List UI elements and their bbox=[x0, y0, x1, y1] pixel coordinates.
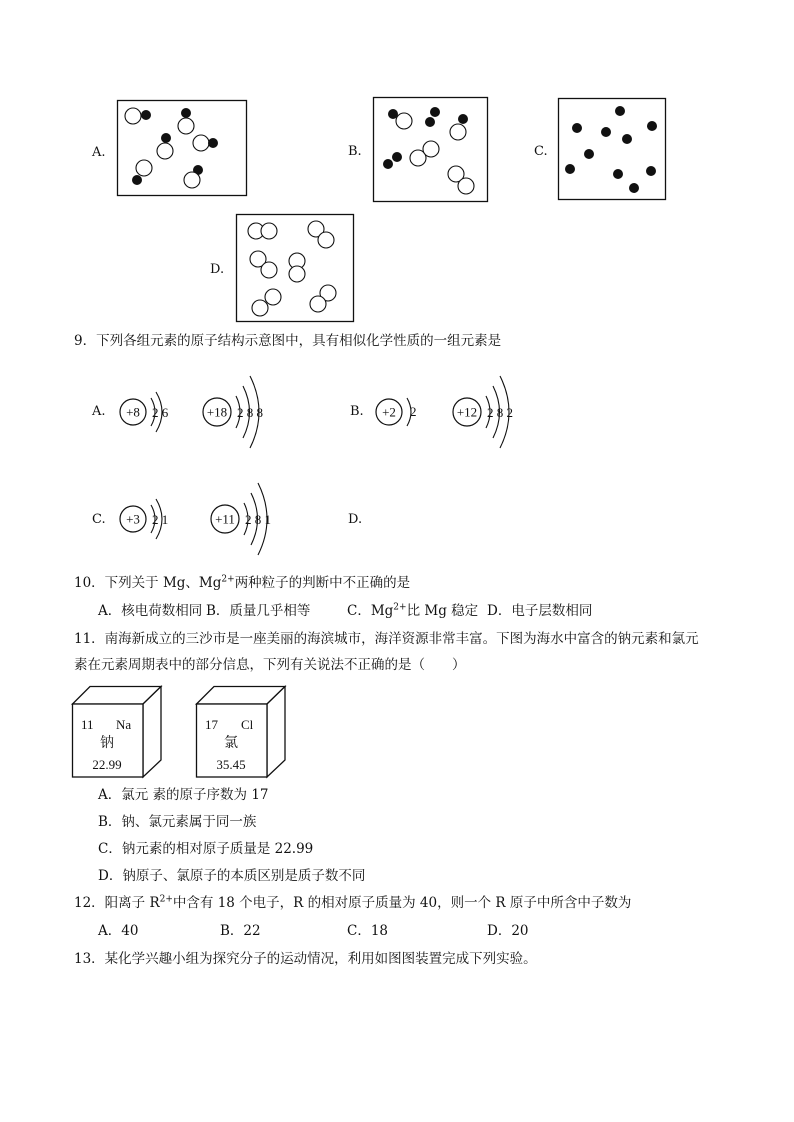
q8-option-a-label: A. bbox=[92, 145, 106, 160]
atom-white bbox=[125, 108, 141, 124]
atom-black bbox=[584, 149, 594, 159]
atom-black bbox=[425, 117, 435, 127]
q9-option-b-atom-2 bbox=[450, 370, 530, 460]
q8-option-c-diagram bbox=[558, 98, 666, 200]
electron-config: 2 bbox=[410, 404, 417, 419]
q9-option-a-label: A. bbox=[92, 404, 106, 419]
atom-white bbox=[289, 266, 305, 282]
q9-option-b-label: B. bbox=[350, 404, 364, 419]
atom-black bbox=[383, 159, 393, 169]
atom-black bbox=[181, 108, 191, 118]
q11-stem-line1: 11．南海新成立的三沙市是一座美丽的海滨城市，海洋资源非常丰富。下图为海水中富含的钠元素和氯元 bbox=[74, 631, 699, 647]
electron-config: 2 8 2 bbox=[487, 405, 513, 420]
q11-element-card-cl bbox=[196, 686, 286, 778]
atom-black bbox=[161, 133, 171, 143]
atom-white bbox=[423, 141, 439, 157]
q9-option-c-label: C. bbox=[92, 512, 106, 527]
element-symbol: Cl bbox=[241, 717, 254, 732]
nucleus-charge: +8 bbox=[126, 404, 140, 420]
nucleus-charge: +12 bbox=[456, 404, 478, 420]
atom-white bbox=[396, 113, 412, 129]
electron-config: 2 1 bbox=[152, 512, 169, 527]
q12-option-c: C．18 bbox=[347, 923, 389, 939]
q11-stem-line2: 素在元素周期表中的部分信息，下列有关说法不正确的是（ ） bbox=[74, 657, 466, 673]
atom-black bbox=[572, 123, 582, 133]
q8-option-c-label: C. bbox=[534, 144, 548, 159]
q9-stem: 9．下列各组元素的原子结构示意图中，具有相似化学性质的一组元素是 bbox=[74, 333, 502, 349]
q11-option-c: C．钠元素的相对原子质量是 22.99 bbox=[98, 841, 314, 857]
element-name: 钠 bbox=[100, 736, 114, 751]
atom-white bbox=[184, 172, 200, 188]
q9-option-c-atom-2 bbox=[208, 477, 288, 567]
nucleus-charge: +11 bbox=[215, 511, 235, 527]
atom-white bbox=[450, 124, 466, 140]
q11-option-a: A．氯元 素的原子序数为 17 bbox=[98, 787, 269, 803]
atom-white bbox=[318, 232, 334, 248]
atomic-mass: 35.45 bbox=[216, 757, 246, 772]
atom-black bbox=[615, 106, 625, 116]
q11-option-d: D．钠原子、氯原子的本质区别是质子数不同 bbox=[98, 868, 366, 884]
q8-option-d-label: D. bbox=[210, 262, 225, 277]
q11-element-card-na bbox=[72, 686, 162, 778]
atom-black bbox=[647, 121, 657, 131]
q10-option-a: A．核电荷数相同 bbox=[98, 603, 203, 619]
q12-option-a: A．40 bbox=[98, 923, 139, 939]
atom-white bbox=[157, 143, 173, 159]
q9-option-d-label: D. bbox=[348, 512, 363, 527]
q9-option-b-atom-1 bbox=[374, 390, 434, 435]
electron-config: 2 8 8 bbox=[237, 405, 263, 420]
q10-option-c: C．$Mg^{2+}$比 Mg 稳定 bbox=[347, 602, 479, 619]
q12-option-b: B．22 bbox=[220, 923, 261, 939]
element-symbol: Na bbox=[116, 717, 132, 732]
atom-black bbox=[208, 138, 218, 148]
q10-stem: 10．下列关于 Mg、$Mg^{2+}$两种粒子的判断中不正确的是 bbox=[74, 574, 411, 591]
atom-black bbox=[613, 169, 623, 179]
q10-option-b: B．质量几乎相等 bbox=[206, 603, 311, 619]
q8-option-b-diagram bbox=[373, 97, 488, 202]
nucleus-charge: +18 bbox=[206, 404, 228, 420]
q12-option-d: D．20 bbox=[487, 923, 529, 939]
atom-black bbox=[622, 134, 632, 144]
electron-config: 2 8 1 bbox=[245, 512, 271, 527]
nucleus-charge: +3 bbox=[126, 511, 140, 527]
q10-option-d: D．电子层数相同 bbox=[487, 603, 593, 619]
q9-option-a-atom-2 bbox=[200, 370, 280, 460]
element-name: 氯 bbox=[224, 736, 238, 751]
q9-option-c-atom-1 bbox=[118, 494, 188, 544]
atom-black bbox=[565, 164, 575, 174]
q12-stem: 12．阳离子 $R^{2+}$中含有 18 个电子，R 的相对原子质量为 40，则一个 R 原子中所含中子数为 bbox=[74, 894, 632, 911]
atom-black bbox=[392, 152, 402, 162]
atom-black bbox=[430, 107, 440, 117]
q9-option-a-atom-1 bbox=[118, 388, 188, 438]
atom-black bbox=[629, 183, 639, 193]
atom-black bbox=[601, 127, 611, 137]
q8-option-d-diagram bbox=[236, 214, 354, 322]
q13-stem: 13．某化学兴趣小组为探究分子的运动情况，利用如图图装置完成下列实验。 bbox=[74, 951, 537, 967]
atom-white bbox=[310, 296, 326, 312]
q8-option-a-diagram bbox=[117, 100, 247, 196]
atom-black bbox=[141, 110, 151, 120]
atom-black bbox=[458, 114, 468, 124]
atom-white bbox=[178, 118, 194, 134]
atomic-number: 17 bbox=[205, 717, 218, 732]
nucleus-charge: +2 bbox=[382, 404, 396, 420]
atomic-number: 11 bbox=[81, 717, 94, 732]
electron-config: 2 6 bbox=[152, 405, 169, 420]
atom-white bbox=[252, 300, 268, 316]
atom-white bbox=[458, 178, 474, 194]
atom-white bbox=[261, 262, 277, 278]
q8-option-b-label: B. bbox=[348, 144, 362, 159]
atom-black bbox=[132, 175, 142, 185]
atom-white bbox=[261, 223, 277, 239]
atom-white bbox=[265, 289, 281, 305]
q11-option-b: B．钠、氯元素属于同一族 bbox=[98, 814, 257, 830]
atom-white bbox=[136, 160, 152, 176]
atom-black bbox=[646, 166, 656, 176]
atom-white bbox=[193, 135, 209, 151]
atomic-mass: 22.99 bbox=[92, 757, 122, 772]
